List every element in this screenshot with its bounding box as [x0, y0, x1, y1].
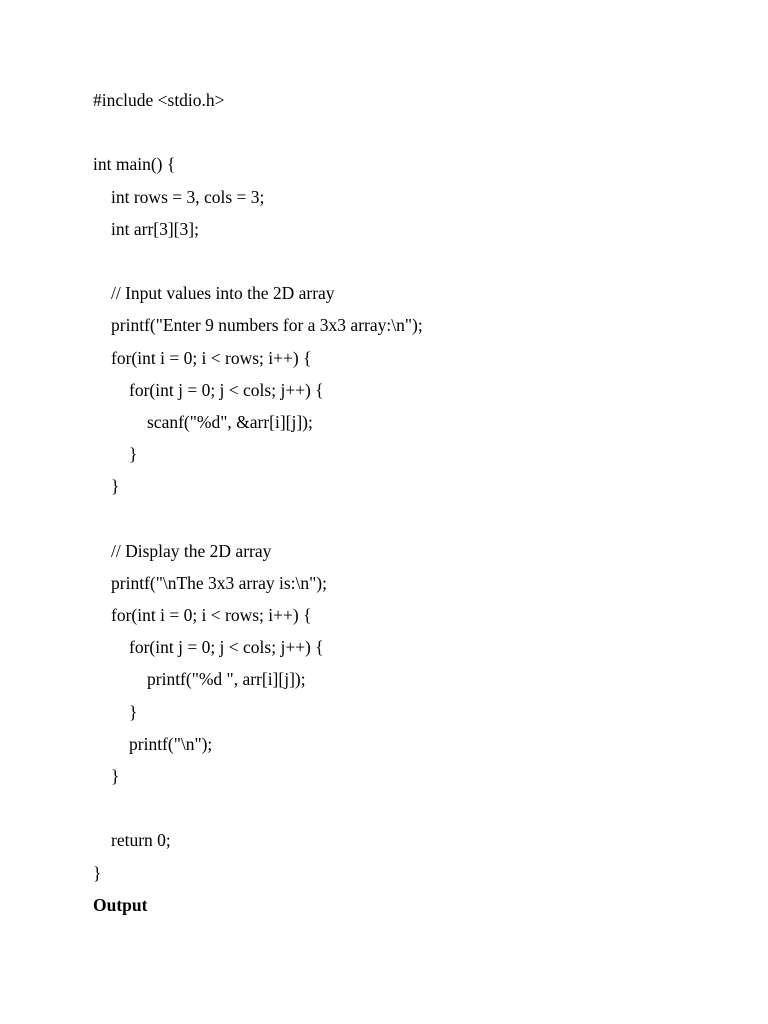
code-line-main-close: }: [93, 862, 102, 883]
code-line-return: return 0;: [111, 830, 171, 851]
code-line-close-brace: }: [129, 444, 138, 465]
code-line-inner-loop-display: for(int j = 0; j < cols; j++) {: [129, 637, 324, 658]
code-line-display-comment: // Display the 2D array: [111, 540, 272, 561]
code-line-blank: [93, 792, 713, 824]
code-line-input-prompt: printf("Enter 9 numbers for a 3x3 array:\n");: [111, 315, 423, 336]
code-line-blank: [93, 116, 713, 148]
code-line-blank: [93, 502, 713, 534]
code-line-array-declaration: int arr[3][3];: [111, 218, 199, 239]
code-line-close-brace: }: [129, 701, 138, 722]
code-line-input-comment: // Input values into the 2D array: [111, 283, 335, 304]
code-line-printf-newline: printf("\n");: [129, 733, 213, 754]
code-line-printf-element: printf("%d ", arr[i][j]);: [147, 669, 306, 690]
code-line-close-brace: }: [111, 765, 120, 786]
code-line-close-brace: }: [111, 476, 120, 497]
code-line-include: #include <stdio.h>: [93, 90, 225, 110]
code-line-rows-cols: int rows = 3, cols = 3;: [111, 186, 265, 207]
code-line-main-signature: int main() {: [93, 154, 176, 175]
output-heading: Output: [93, 894, 148, 915]
code-line-blank: [93, 245, 713, 277]
code-line-display-heading: printf("\nThe 3x3 array is:\n");: [111, 572, 327, 593]
code-line-outer-loop-display: for(int i = 0; i < rows; i++) {: [111, 605, 312, 625]
code-line-outer-loop-input: for(int i = 0; i < rows; i++) {: [111, 347, 312, 368]
code-line-inner-loop-input: for(int j = 0; j < cols; j++) {: [129, 379, 324, 400]
code-listing: [93, 84, 713, 921]
code-line-scanf: scanf("%d", &arr[i][j]);: [147, 411, 313, 432]
